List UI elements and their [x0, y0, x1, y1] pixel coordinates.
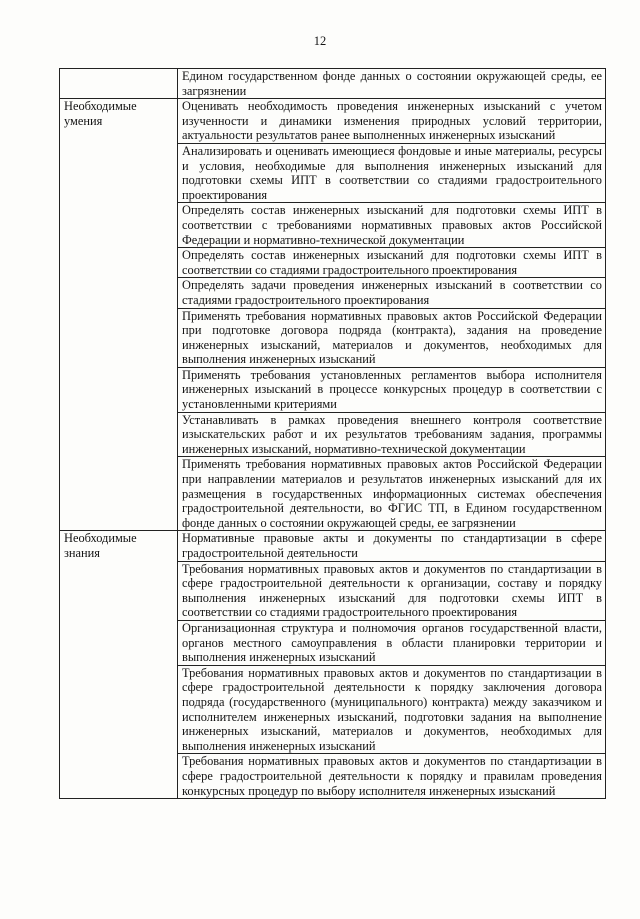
requirement-item: Анализировать и оценивать имеющиеся фондовые и иные материалы, ресурсы и условия, необходимые для выполнения инженерных изысканий для подготовки схемы ИПТ в соответствии со стадиями градостроительного проектирования	[178, 143, 606, 202]
requirement-item: Определять состав инженерных изысканий для подготовки схемы ИПТ в соответствии со стадиями градостроительного проектирования	[178, 248, 606, 278]
table-row	[60, 531, 606, 561]
section-label: Необходимые знания	[60, 531, 178, 799]
table-row	[60, 69, 606, 99]
requirement-item: Нормативные правовые акты и документы по стандартизации в сфере градостроительной деятельности	[178, 531, 606, 561]
section-label	[60, 69, 178, 99]
competency-table-body	[60, 69, 606, 799]
table-row	[60, 99, 606, 144]
section-label: Необходимые умения	[60, 99, 178, 531]
requirement-item: Применять требования нормативных правовых актов Российской Федерации при направлении материалов и результатов инженерных изысканий для их размещения в государственных информационных системах обеспечения градостроительной деятельности, во ФГИС ТП, в Едином государственном фонде данных о состоянии окружающей среды, ее загрязнении	[178, 457, 606, 531]
requirement-item: Определять состав инженерных изысканий для подготовки схемы ИПТ в соответствии с требованиями нормативных правовых актов Российской Федерации и нормативно-технической документации	[178, 203, 606, 248]
requirement-item: Едином государственном фонде данных о состоянии окружающей среды, ее загрязнении	[178, 69, 606, 99]
requirement-item: Применять требования установленных регламентов выбора исполнителя инженерных изысканий в процессе конкурсных процедур в соответствии с установленными критериями	[178, 367, 606, 412]
requirement-item: Оценивать необходимость проведения инженерных изысканий с учетом изученности и динамики изменения природных условий территории, актуальности результатов ранее выполненных инженерных изысканий	[178, 99, 606, 144]
requirement-item: Требования нормативных правовых актов и документов по стандартизации в сфере градостроительной деятельности к порядку заключения договора подряда (государственного (муниципального) контракта) между заказчиком и исполнителем инженерных изысканий, подготовки задания на выполнение инженерных изысканий, материалов и документов, необходимых для выполнения инженерных изысканий	[178, 665, 606, 754]
competency-table	[59, 68, 606, 799]
requirement-item: Применять требования нормативных правовых актов Российской Федерации при подготовке договора подряда (контракта), задания на проведение инженерных изысканий, материалов и документов, необходимых для выполнения инженерных изысканий	[178, 308, 606, 367]
page-number: 12	[313, 34, 327, 48]
requirement-item: Устанавливать в рамках проведения внешнего контроля соответствие изыскательских работ и их результатов требованиям задания, программы инженерных изысканий, нормативно-технической документации	[178, 412, 606, 457]
requirement-item: Требования нормативных правовых актов и документов по стандартизации в сфере градостроительной деятельности к организации, составу и порядку выполнения инженерных изысканий для подготовки схемы ИПТ в соответствии со стадиями градостроительного проектирования	[178, 561, 606, 620]
requirement-item: Требования нормативных правовых актов и документов по стандартизации в сфере градостроительной деятельности к порядку и правилам проведения конкурсных процедур по выбору исполнителя инженерных изысканий	[178, 754, 606, 799]
requirement-item: Организационная структура и полномочия органов государственной власти, органов местного самоуправления в области планировки территории и выполнения инженерных изысканий	[178, 620, 606, 665]
requirement-item: Определять задачи проведения инженерных изысканий в соответствии со стадиями градостроительного проектирования	[178, 278, 606, 308]
